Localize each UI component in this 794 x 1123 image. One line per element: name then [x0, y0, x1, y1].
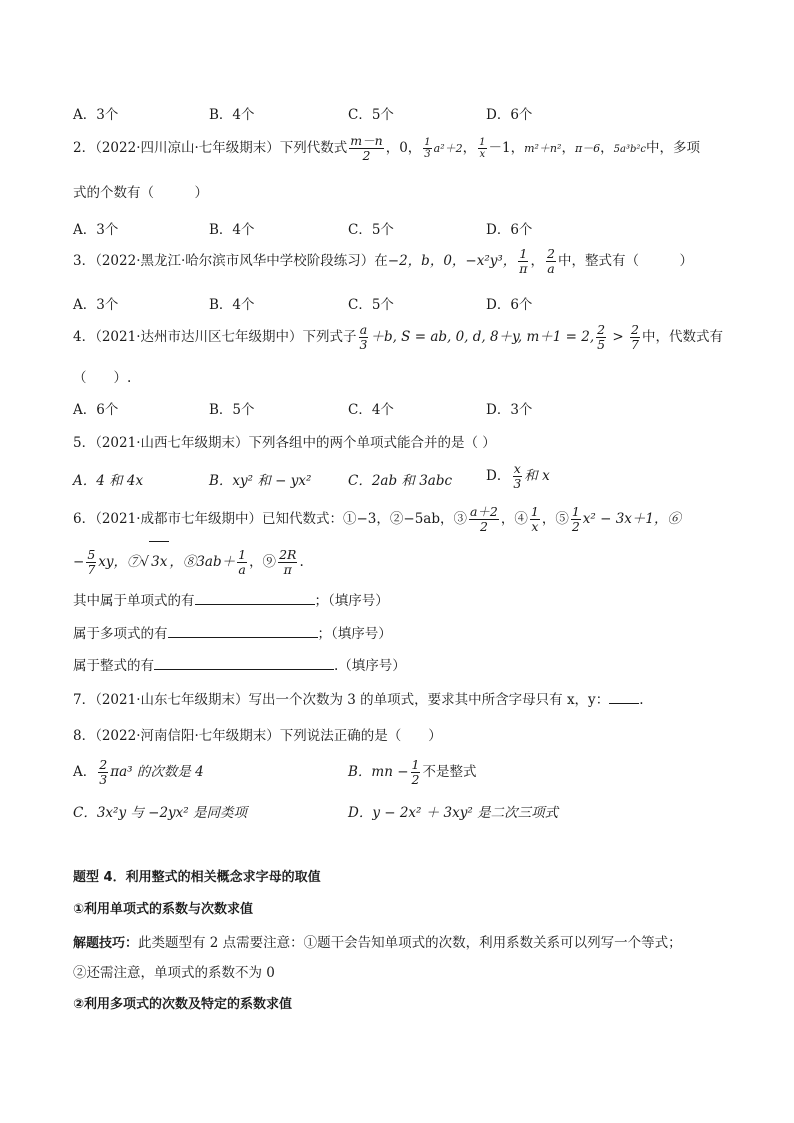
q6-f9-den: π — [283, 562, 292, 577]
q3-option-b[interactable]: B．4个 — [209, 297, 255, 313]
q2-term6: 5a³b²c — [613, 144, 647, 155]
q8-option-a-den: 3 — [99, 772, 108, 787]
q6-blank1-row — [73, 589, 389, 609]
q6-blank3-label: 属于整式的有 — [73, 658, 154, 674]
q6-f3-den: 2 — [479, 519, 488, 534]
q5-option-d-frac — [512, 462, 522, 491]
q4-option-a[interactable]: A．6个 — [73, 402, 119, 418]
sep: ， — [385, 140, 400, 156]
q2-option-d[interactable]: D．6个 — [486, 222, 533, 238]
q2-option-c[interactable]: C．5个 — [348, 222, 394, 238]
q2-zero: 0 — [399, 140, 408, 156]
section-title: 题型 4．利用整式的相关概念求字母的取值 — [73, 870, 321, 885]
q6-f9 — [278, 548, 297, 577]
q2-stem — [73, 133, 700, 165]
q6-blank2-row — [73, 622, 392, 642]
q2-term2: a²＋2 — [433, 142, 463, 155]
q6-f5-den: 2 — [571, 519, 580, 534]
q2-frac3 — [478, 137, 486, 160]
q6-sep9: ，⑨ — [249, 554, 277, 570]
q6-blank3-suffix: .（填序号） — [334, 658, 406, 674]
q2-frac2-num: 1 — [424, 137, 431, 148]
q6-f4-num: 1 — [530, 504, 539, 520]
q8-stem: 8．（2022·河南信阳·七年级期末）下列说法正确的是（ ） — [73, 728, 442, 744]
q6-f5 — [571, 505, 581, 534]
q2-frac1-num: m－n — [350, 133, 383, 149]
q6-f9-num: 2R — [279, 547, 297, 563]
q6-blank2-suffix: ；（填序号） — [317, 626, 392, 642]
q3-frac2-den: a — [547, 261, 555, 276]
q6-f3 — [469, 505, 499, 534]
q4-prefix: 4．（2021·达州市达川区七年级期中）下列式子 — [73, 329, 357, 345]
q3-option-a[interactable]: A．3个 — [73, 297, 119, 313]
sep: ， — [407, 140, 422, 156]
q2-term5: π－6 — [574, 142, 601, 155]
q6-f8-num: 1 — [238, 547, 247, 563]
q2-frac1-den: 2 — [362, 148, 371, 163]
q4-mid: ＋b, S = ab, 0, d, 8＋y, m＋1 = 2, — [370, 329, 595, 345]
q4-option-c[interactable]: C．4个 — [348, 402, 394, 418]
q7-text: 7．（2021·山东七年级期末）写出一个次数为 3 的单项式，要求其中所含字母只有 x，y： — [73, 692, 610, 708]
q8-option-b-num: 1 — [411, 757, 420, 773]
q6-sqrt7: 3x — [149, 541, 169, 582]
q8-option-b[interactable] — [348, 752, 476, 792]
q4-line2: （ ）. — [73, 370, 132, 386]
q6-sep4: ，④ — [500, 511, 528, 527]
q6-blank2-input[interactable] — [168, 625, 318, 638]
q6-end: . — [299, 554, 304, 570]
q5-option-a[interactable]: A．4 和 4x — [73, 473, 144, 489]
sep: ， — [561, 140, 575, 156]
q4-option-d[interactable]: D．3个 — [486, 402, 533, 418]
q7-stem — [73, 688, 644, 708]
q6-f6-tail: xy，⑦ — [98, 554, 141, 570]
section-tip-label: 解题技巧： — [73, 936, 139, 951]
q6-f3-num: a＋2 — [469, 504, 498, 520]
sep: ， — [462, 140, 477, 156]
section-tip-line2: ②还需注意，单项式的系数不为 0 — [73, 965, 275, 981]
q5-stem: 5．（2021·山西七年级期末）下列各组中的两个单项式能合并的是（ ） — [73, 435, 496, 451]
q8-option-b-label: B．mn − — [348, 764, 409, 780]
q6-f4 — [530, 505, 540, 534]
q2-term4: m²＋n² — [524, 142, 562, 155]
q1-option-c[interactable]: C．5个 — [348, 107, 394, 123]
q8-option-a[interactable] — [73, 752, 204, 792]
q6-f8-den: a — [238, 562, 246, 577]
sep: ， — [600, 140, 614, 156]
q6-f6 — [86, 548, 96, 577]
q2-frac1 — [349, 134, 383, 163]
q4-option-b[interactable]: B．5个 — [209, 402, 255, 418]
q6-blank2-label: 属于多项式的有 — [73, 626, 168, 642]
q3-frac2-num: 2 — [547, 246, 555, 262]
q2-prefix: 2．（2022·四川凉山·七年级期末）下列代数式 — [73, 140, 348, 156]
q7-blank-input[interactable] — [609, 691, 639, 704]
section-sub2: ②利用多项式的次数及特定的系数求值 — [73, 997, 293, 1012]
q4-frac2-den: 5 — [597, 337, 606, 352]
q3-option-d[interactable]: D．6个 — [486, 297, 533, 313]
q3-frac1-num: 1 — [519, 246, 528, 262]
q3-prefix: 3．（2022·黑龙江·哈尔滨市风华中学校阶段练习）在 — [73, 253, 388, 269]
q3-stem: 3．（2022·黑龙江·哈尔滨市风华中学校阶段练习）在−2，b，0，−x²y³， $\frac{1}{\pi}$ ， $\frac{2}{a}$ 中，整式有（ ） — [73, 246, 693, 276]
q4-gt: > — [608, 329, 629, 345]
q6-sep8: ，⑧3ab＋ — [169, 554, 236, 570]
q3-frac1-den: π — [519, 261, 528, 276]
q5-option-b[interactable]: B．xy² 和 − yx² — [209, 473, 312, 489]
q6-f6-num: 5 — [87, 547, 96, 563]
q4-stem — [73, 318, 723, 356]
q8-option-d[interactable]: D．y − 2x² ＋ 3xy² 是二次三项式 — [348, 805, 559, 821]
q3-items: −2，b，0，−x²y³， — [387, 253, 517, 269]
q4-frac1-den: 3 — [359, 337, 368, 352]
q7-end: . — [639, 692, 644, 708]
q8-option-b-tail: 不是整式 — [422, 764, 477, 780]
q2-line2: 式的个数有（ ） — [73, 185, 208, 201]
q2-option-a[interactable]: A．3个 — [73, 222, 119, 238]
q8-option-b-frac — [411, 758, 421, 787]
section-sub1: ①利用单项式的系数与次数求值 — [73, 902, 254, 917]
sep: ， — [510, 140, 525, 156]
q8-option-a-tail: πa³ 的次数是 4 — [110, 764, 204, 780]
section-tip — [73, 931, 682, 951]
q4-frac1-num: a — [359, 322, 368, 338]
q3-frac1 — [518, 247, 528, 276]
q4-frac3-den: 7 — [631, 337, 639, 352]
q8-option-a-frac — [98, 758, 108, 787]
q6-blank3-input[interactable] — [154, 657, 334, 670]
q5-option-c[interactable]: C．2ab 和 3abc — [348, 473, 453, 489]
q6-blank1-label: 其中属于单项式的有 — [73, 593, 195, 609]
q6-f5-num: 1 — [571, 504, 580, 520]
q6-minus: − — [73, 554, 85, 570]
q6-line2: − $\frac{5}{7}$ xy，⑦√ 3x ，⑧3ab＋ $\frac{1}{a}$ ，⑨ $\frac{2R}{\pi}$ . — [73, 541, 304, 582]
q6-blank1-suffix: ；（填序号） — [314, 593, 389, 609]
q1-option-d[interactable]: D．6个 — [486, 107, 533, 123]
q5-option-d-den: 3 — [513, 476, 522, 491]
q8-option-c[interactable]: C．3x²y 与 −2yx² 是同类项 — [73, 805, 247, 821]
q2-suffix: 中，多项 — [646, 140, 701, 156]
q3-option-c[interactable]: C．5个 — [348, 297, 394, 313]
q2-frac2 — [423, 137, 431, 160]
q4-frac3 — [630, 323, 640, 352]
q6-f6-den: 7 — [87, 562, 96, 577]
q4-suffix: 中，代数式有 — [641, 329, 723, 345]
q6-f4-den: x — [531, 519, 539, 534]
q4-frac1 — [359, 323, 369, 352]
q8-option-a-num: 2 — [99, 757, 108, 773]
q8-option-a-label: A． — [73, 764, 97, 780]
q6-blank3-row — [73, 654, 406, 674]
q5-option-d-suffix: 和 x — [524, 468, 550, 484]
section-tip-text: 此类题型有 2 点需要注意：①题干会告知单项式的次数，利用系数关系可以列写一个等式； — [138, 935, 682, 951]
q6-blank1-input[interactable] — [195, 592, 315, 605]
q3-suffix: 中，整式有（ ） — [557, 253, 693, 269]
q4-frac3-num: 2 — [631, 322, 639, 338]
q4-frac2 — [596, 323, 606, 352]
q4-frac2-num: 2 — [597, 322, 606, 338]
q1-option-a[interactable]: A．3个 — [73, 107, 119, 123]
q2-option-b[interactable]: B．4个 — [209, 222, 255, 238]
q1-option-b[interactable]: B．4个 — [209, 107, 255, 123]
q5-option-d-label: D． — [486, 468, 511, 484]
q6-sep5: ，⑤ — [541, 511, 569, 527]
q3-frac2 — [546, 247, 556, 276]
q5-option-d-num: x — [513, 461, 521, 477]
q6-stem — [73, 499, 681, 539]
q5-option-d[interactable] — [486, 458, 550, 494]
q2-frac2-den: 3 — [424, 149, 431, 160]
q6-prefix: 6．（2021·成都市七年级期中）已知代数式：①−3，②−5ab，③ — [73, 511, 467, 527]
q2-term3: －1 — [488, 140, 511, 156]
q2-frac3-num: 1 — [479, 137, 486, 148]
q6-f8 — [237, 548, 247, 577]
q8-option-b-den: 2 — [411, 772, 420, 787]
q2-frac3-den: x — [479, 149, 486, 160]
q6-f5-tail: x² − 3x＋1，⑥ — [582, 511, 682, 527]
